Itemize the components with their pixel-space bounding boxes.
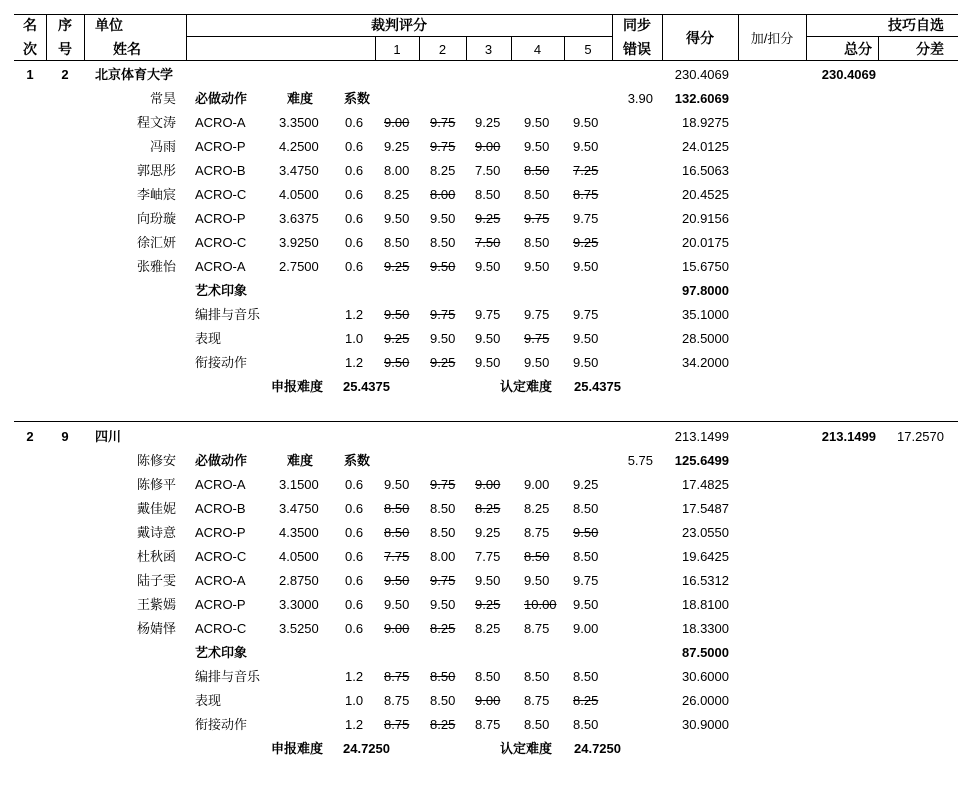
header-judge-scores: 裁判评分 (371, 17, 427, 33)
artistic-item-score: 26.0000 (682, 693, 729, 708)
judge-score-1: 8.75 (384, 717, 410, 732)
header-judge-5: 5 (584, 42, 592, 57)
judge-score-1: 9.50 (384, 355, 410, 370)
element-difficulty: 2.8750 (279, 573, 319, 588)
judge-score-2: 8.00 (430, 549, 456, 564)
element-difficulty: 4.0500 (279, 187, 319, 202)
judge-score-5: 8.50 (573, 717, 599, 732)
judge-score-2: 9.50 (430, 331, 456, 346)
judge-score-5: 8.25 (573, 693, 599, 708)
artistic-item: 衔接动作 (195, 355, 248, 370)
team-rank: 2 (26, 429, 34, 444)
element-difficulty: 2.7500 (279, 259, 319, 274)
judge-score-1: 8.50 (384, 235, 410, 250)
judge-score-2: 8.50 (430, 693, 456, 708)
judge-score-3: 8.25 (475, 621, 501, 636)
athlete-name: 徐汇妍 (136, 235, 176, 250)
element-coefficient: 0.6 (345, 187, 364, 202)
element-coefficient: 0.6 (345, 501, 364, 516)
artistic-label: 艺术印象 (195, 283, 248, 298)
athlete-name: 戴佳妮 (136, 501, 176, 516)
athlete-name: 王紫嫣 (136, 597, 176, 612)
judge-score-2: 8.25 (430, 163, 456, 178)
artistic-item-score: 30.6000 (682, 669, 729, 684)
element-difficulty: 4.3500 (279, 525, 319, 540)
judge-score-1: 7.75 (384, 549, 410, 564)
element-difficulty: 3.4750 (279, 501, 319, 516)
judge-score-4: 8.50 (524, 187, 550, 202)
judge-score-4: 8.25 (524, 501, 550, 516)
judge-score-4: 9.00 (524, 477, 550, 492)
element-score: 20.4525 (682, 187, 729, 202)
confirmed-difficulty-label: 认定难度 (500, 741, 553, 756)
element-coefficient: 0.6 (345, 259, 364, 274)
judge-score-4: 8.75 (524, 621, 550, 636)
judge-score-4: 10.00 (524, 597, 557, 612)
element-code: ACRO-A (195, 115, 246, 130)
judge-score-2: 8.50 (430, 501, 456, 516)
coefficient-label: 系数 (344, 453, 371, 468)
element-coefficient: 0.6 (345, 573, 364, 588)
declared-difficulty-label: 申报难度 (271, 741, 324, 756)
judge-score-4: 9.50 (524, 355, 550, 370)
element-score: 15.6750 (682, 259, 729, 274)
declared-difficulty: 24.7250 (343, 741, 390, 756)
judge-score-3: 7.50 (475, 163, 501, 178)
judge-score-3: 8.25 (475, 501, 501, 516)
element-difficulty: 3.5250 (279, 621, 319, 636)
element-code: ACRO-C (195, 235, 247, 250)
judge-score-4: 9.75 (524, 211, 550, 226)
element-score: 17.4825 (682, 477, 729, 492)
judge-score-2: 9.75 (430, 115, 456, 130)
artistic-item: 编排与音乐 (195, 669, 261, 684)
team-seq: 2 (61, 67, 69, 82)
judge-score-3: 9.25 (475, 525, 501, 540)
header-unit: 单位 (95, 17, 123, 33)
judge-score-3: 8.50 (475, 187, 501, 202)
header-diff: 分差 (916, 41, 944, 57)
athlete-name: 戴诗意 (136, 525, 176, 540)
header-judge-1: 1 (393, 42, 401, 57)
judge-score-3: 9.50 (475, 573, 501, 588)
judge-score-4: 8.50 (524, 717, 550, 732)
judge-score-5: 9.50 (573, 597, 599, 612)
judge-score-5: 9.25 (573, 235, 599, 250)
judge-score-1: 8.75 (384, 693, 410, 708)
team-seq: 9 (61, 429, 69, 444)
element-code: ACRO-B (195, 163, 246, 178)
element-score: 16.5063 (682, 163, 729, 178)
judge-score-5: 9.50 (573, 259, 599, 274)
athlete-name: 杨婧怿 (136, 621, 176, 636)
declared-difficulty: 25.4375 (343, 379, 390, 394)
athlete-name: 冯雨 (149, 139, 176, 154)
element-coefficient: 0.6 (345, 163, 364, 178)
element-difficulty: 3.3500 (279, 115, 319, 130)
artistic-coefficient: 1.0 (345, 331, 364, 346)
judge-score-2: 9.25 (430, 355, 456, 370)
artistic-coefficient: 1.2 (345, 355, 364, 370)
artistic-coefficient: 1.2 (345, 669, 364, 684)
header-total: 总分 (844, 41, 872, 57)
element-score: 20.9156 (682, 211, 729, 226)
element-coefficient: 0.6 (345, 621, 364, 636)
judge-score-3: 8.50 (475, 669, 501, 684)
required-label: 必做动作 (195, 453, 248, 468)
difficulty-label: 难度 (287, 91, 314, 106)
athlete-name: 向玢璇 (136, 211, 176, 226)
judge-score-2: 8.00 (430, 187, 456, 202)
judge-score-3: 8.75 (475, 717, 501, 732)
judge-score-1: 8.25 (384, 187, 410, 202)
judge-score-4: 8.50 (524, 235, 550, 250)
judge-score-1: 8.75 (384, 669, 410, 684)
judge-score-2: 9.50 (430, 211, 456, 226)
team-unit: 北京体育大学 (95, 67, 174, 82)
judge-score-5: 8.75 (573, 187, 599, 202)
element-code: ACRO-A (195, 477, 246, 492)
athlete-name: 常昊 (149, 91, 176, 106)
judge-score-4: 8.50 (524, 163, 550, 178)
judge-score-3: 9.75 (475, 307, 501, 322)
required-score: 125.6499 (674, 453, 729, 468)
header-bottom-rule (14, 60, 958, 61)
judge-score-3: 9.25 (475, 211, 501, 226)
artistic-coefficient: 1.0 (345, 693, 364, 708)
judge-score-2: 8.50 (430, 525, 456, 540)
judge-score-4: 9.50 (524, 115, 550, 130)
athlete-name: 杜秋函 (136, 549, 176, 564)
judge-score-1: 9.50 (384, 211, 410, 226)
judge-score-5: 9.50 (573, 355, 599, 370)
judge-score-4: 9.75 (524, 307, 550, 322)
judge-score-5: 9.50 (573, 115, 599, 130)
difficulty-label: 难度 (287, 453, 314, 468)
element-difficulty: 3.6375 (279, 211, 319, 226)
element-code: ACRO-A (195, 259, 246, 274)
element-difficulty: 4.0500 (279, 549, 319, 564)
element-score: 17.5487 (682, 501, 729, 516)
judge-score-2: 8.25 (430, 621, 456, 636)
header-top-rule (14, 14, 958, 15)
header-sync: 同步 (623, 17, 651, 33)
confirmed-difficulty: 24.7250 (574, 741, 621, 756)
judge-score-5: 7.25 (573, 163, 599, 178)
artistic-item-score: 28.5000 (682, 331, 729, 346)
element-coefficient: 0.6 (345, 525, 364, 540)
judge-score-2: 9.75 (430, 139, 456, 154)
judge-score-3: 9.00 (475, 477, 501, 492)
sync-error: 5.75 (627, 453, 653, 468)
judge-score-2: 8.50 (430, 235, 456, 250)
judge-score-1: 9.25 (384, 139, 410, 154)
element-code: ACRO-A (195, 573, 246, 588)
judge-score-5: 8.50 (573, 669, 599, 684)
artistic-coefficient: 1.2 (345, 307, 364, 322)
judge-score-4: 8.50 (524, 669, 550, 684)
artistic-label: 艺术印象 (195, 645, 248, 660)
judge-score-5: 9.75 (573, 573, 599, 588)
judge-score-2: 8.50 (430, 669, 456, 684)
judge-score-2: 9.75 (430, 477, 456, 492)
team-total: 230.4069 (821, 67, 876, 82)
team-score: 213.1499 (674, 429, 729, 444)
artistic-item: 表现 (195, 331, 222, 346)
element-score: 20.0175 (682, 235, 729, 250)
judge-score-1: 9.00 (384, 115, 410, 130)
judge-score-2: 9.50 (430, 259, 456, 274)
element-difficulty: 3.9250 (279, 235, 319, 250)
judge-score-3: 9.25 (475, 597, 501, 612)
artistic-item-score: 30.9000 (682, 717, 729, 732)
required-label: 必做动作 (195, 91, 248, 106)
artistic-coefficient: 1.2 (345, 717, 364, 732)
element-difficulty: 4.2500 (279, 139, 319, 154)
header-mid-rule-right (806, 36, 958, 37)
judge-score-4: 8.75 (524, 525, 550, 540)
element-coefficient: 0.6 (345, 211, 364, 226)
header-tech-free: 技巧自选 (888, 17, 944, 33)
declared-difficulty-label: 申报难度 (271, 379, 324, 394)
judge-score-2: 8.25 (430, 717, 456, 732)
judge-score-5: 8.50 (573, 501, 599, 516)
judge-score-3: 9.25 (475, 115, 501, 130)
element-code: ACRO-P (195, 211, 246, 226)
athlete-name: 李岫宸 (136, 187, 176, 202)
element-difficulty: 3.3000 (279, 597, 319, 612)
artistic-item-score: 34.2000 (682, 355, 729, 370)
judge-score-1: 9.25 (384, 259, 410, 274)
element-code: ACRO-P (195, 525, 246, 540)
element-coefficient: 0.6 (345, 235, 364, 250)
judge-score-1: 9.50 (384, 597, 410, 612)
judge-score-3: 9.00 (475, 139, 501, 154)
team-total: 213.1499 (821, 429, 876, 444)
element-code: ACRO-C (195, 187, 247, 202)
header-bonus: 加/扣分 (750, 31, 794, 46)
judge-score-4: 8.50 (524, 549, 550, 564)
judge-score-2: 9.75 (430, 573, 456, 588)
confirmed-difficulty: 25.4375 (574, 379, 621, 394)
athlete-name: 陆子雯 (136, 573, 176, 588)
header-seq: 序 (58, 17, 72, 33)
artistic-item: 表现 (195, 693, 222, 708)
artistic-item-score: 35.1000 (682, 307, 729, 322)
judge-score-1: 8.50 (384, 501, 410, 516)
coefficient-label: 系数 (344, 91, 371, 106)
judge-score-3: 9.50 (475, 355, 501, 370)
judge-score-5: 8.50 (573, 549, 599, 564)
judge-score-1: 9.25 (384, 331, 410, 346)
judge-score-1: 8.00 (384, 163, 410, 178)
element-coefficient: 0.6 (345, 477, 364, 492)
judge-score-5: 9.50 (573, 525, 599, 540)
athlete-name: 陈修安 (136, 453, 176, 468)
element-code: ACRO-C (195, 621, 247, 636)
athlete-name: 张雅怡 (136, 259, 176, 274)
athlete-name: 陈修平 (136, 477, 176, 492)
element-code: ACRO-P (195, 597, 246, 612)
judge-score-4: 9.50 (524, 573, 550, 588)
element-score: 24.0125 (682, 139, 729, 154)
judge-score-5: 9.75 (573, 211, 599, 226)
judge-score-5: 9.00 (573, 621, 599, 636)
header-rank: 次 (23, 41, 37, 57)
element-coefficient: 0.6 (345, 115, 364, 130)
header-name: 姓名 (113, 41, 141, 57)
element-code: ACRO-C (195, 549, 247, 564)
element-coefficient: 0.6 (345, 597, 364, 612)
team-unit: 四川 (95, 429, 122, 444)
element-difficulty: 3.4750 (279, 163, 319, 178)
judge-score-4: 8.75 (524, 693, 550, 708)
element-code: ACRO-P (195, 139, 246, 154)
judge-score-3: 7.75 (475, 549, 501, 564)
element-difficulty: 3.1500 (279, 477, 319, 492)
judge-score-5: 9.25 (573, 477, 599, 492)
confirmed-difficulty-label: 认定难度 (500, 379, 553, 394)
judge-score-3: 9.50 (475, 331, 501, 346)
judge-score-3: 7.50 (475, 235, 501, 250)
judge-score-4: 9.75 (524, 331, 550, 346)
element-coefficient: 0.6 (345, 549, 364, 564)
athlete-name: 程文涛 (136, 115, 176, 130)
judge-score-5: 9.50 (573, 331, 599, 346)
team-score: 230.4069 (674, 67, 729, 82)
header-judge-4: 4 (533, 42, 542, 57)
judge-score-4: 9.50 (524, 139, 550, 154)
judge-score-3: 9.50 (475, 259, 501, 274)
judge-score-4: 9.50 (524, 259, 550, 274)
judge-score-3: 9.00 (475, 693, 501, 708)
team-separator (14, 421, 958, 422)
artistic-item: 衔接动作 (195, 717, 248, 732)
header-sync: 错误 (623, 41, 651, 57)
judge-score-1: 9.50 (384, 477, 410, 492)
required-score: 132.6069 (674, 91, 729, 106)
element-score: 23.0550 (682, 525, 729, 540)
artistic-item: 编排与音乐 (195, 307, 261, 322)
artistic-score: 97.8000 (682, 283, 729, 298)
header-seq: 号 (58, 41, 72, 57)
judge-score-5: 9.50 (573, 139, 599, 154)
element-code: ACRO-B (195, 501, 246, 516)
element-score: 18.8100 (682, 597, 729, 612)
team-diff: 17.2570 (897, 429, 944, 444)
header-divider (84, 14, 85, 60)
judge-score-5: 9.75 (573, 307, 599, 322)
judge-score-2: 9.50 (430, 597, 456, 612)
artistic-score: 87.5000 (682, 645, 729, 660)
judge-score-1: 9.00 (384, 621, 410, 636)
team-rank: 1 (26, 67, 34, 82)
element-score: 18.3300 (682, 621, 729, 636)
element-score: 18.9275 (682, 115, 729, 130)
header-rank: 名 (23, 17, 37, 33)
judge-score-1: 8.50 (384, 525, 410, 540)
judge-score-2: 9.75 (430, 307, 456, 322)
element-score: 19.6425 (682, 549, 729, 564)
element-score: 16.5312 (682, 573, 729, 588)
header-mid-rule (186, 36, 612, 37)
athlete-name: 郭思彤 (136, 163, 176, 178)
judge-score-1: 9.50 (384, 573, 410, 588)
header-score: 得分 (686, 30, 714, 46)
element-coefficient: 0.6 (345, 139, 364, 154)
header-judge-3: 3 (484, 42, 493, 57)
header-judge-2: 2 (438, 42, 447, 57)
judge-score-1: 9.50 (384, 307, 410, 322)
sync-error: 3.90 (627, 91, 653, 106)
